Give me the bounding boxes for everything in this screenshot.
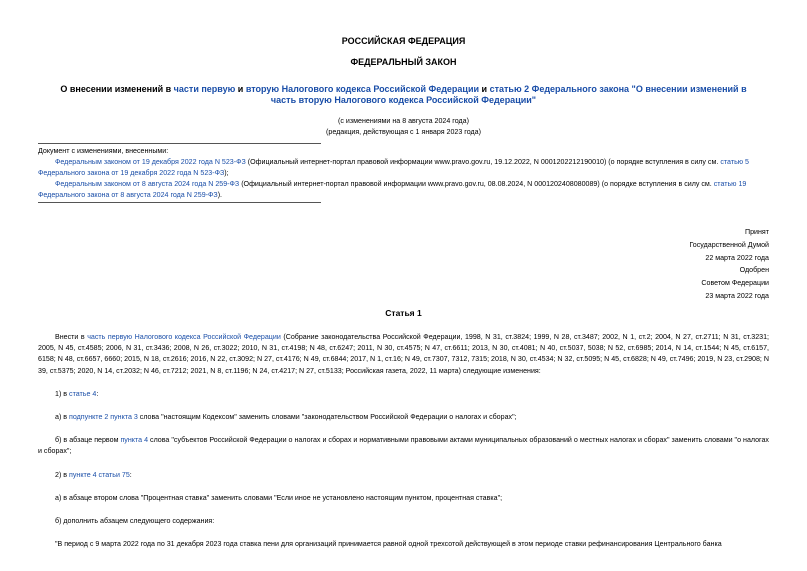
divider-top <box>38 143 321 144</box>
adopted-label: Принят <box>744 228 769 236</box>
divider-bottom <box>38 202 321 203</box>
para-text: слова "субъектов Российской Федерации о налогах и сборах и нормативными правовыми актами муниципальных образований о местных налогах и сборах" заменить словами "о налогах и сборах"; <box>38 436 769 456</box>
title-link-part2[interactable]: вторую Налогового кодекса Российской Федерации <box>245 84 480 94</box>
article-paragraph: а) в абзаце втором слова "Процентная ставка" заменить словами "Если иное не установлено настоящим пунктом, процентная ставка"; <box>55 493 503 502</box>
change-item-1 <box>38 157 771 179</box>
change-item-1-link2[interactable]: статью 5 Федерального закона от 19 декабря 2022 года N 523-ФЗ <box>38 158 749 177</box>
article-paragraph <box>38 332 769 377</box>
para-text: : <box>96 389 99 398</box>
para-text: 1) в <box>55 389 70 398</box>
title-text: О внесении изменений в <box>60 84 174 94</box>
adoption-block <box>569 226 769 303</box>
para-text: 2) в <box>55 470 70 479</box>
approved-date: 23 марта 2022 года <box>705 291 769 300</box>
changes-block <box>38 146 771 201</box>
changes-heading: Документ с изменениями, внесенными: <box>38 147 169 155</box>
edition-note-2: (редакция, действующая с 1 января 2023 года) <box>326 128 481 136</box>
article-paragraph <box>38 412 769 423</box>
title-link-article2[interactable]: статью 2 Федерального закона "О внесении изменений в часть вторую Налогового кодекса Российской Федерации" <box>270 84 747 105</box>
article-paragraph <box>38 435 769 457</box>
law-title <box>50 84 757 106</box>
edition-note-1: (с изменениями на 8 августа 2024 года) <box>338 117 469 125</box>
tax-code-part1-link[interactable]: часть первую Налогового кодекса Российской Федерации <box>87 333 281 341</box>
article-paragraph: б) дополнить абзацем следующего содержания: <box>55 517 215 526</box>
article-title: Статья 1 <box>385 308 422 318</box>
para-text: слова "настоящим Кодексом" заменить словами "законодательством Российской Федерации о налогах и сборах"; <box>137 413 517 422</box>
subclause-2-clause-3-link[interactable]: подпункте 2 пункта 3 <box>69 413 138 422</box>
article-4-link[interactable]: статье 4 <box>69 389 97 398</box>
change-item-2 <box>38 179 771 201</box>
adopted-by: Государственной Думой <box>689 240 769 249</box>
para-text: Внести в <box>55 333 88 341</box>
change-item-1-text: (Официальный интернет-портал правовой информации www.pravo.gov.ru, 19.12.2022, N 0001202212190010) (о порядке вступления в силу см. <box>245 158 721 166</box>
clause-4-link[interactable]: пункта 4 <box>120 436 149 445</box>
para-text: б) в абзаце первом <box>55 436 121 445</box>
change-item-1-end: ); <box>224 169 229 177</box>
clause-4-article-75-link[interactable]: пункте 4 статьи 75 <box>69 470 130 479</box>
para-text: а) в <box>55 413 70 422</box>
change-item-2-end: ). <box>217 191 223 199</box>
article-paragraph: "В период с 9 марта 2022 года по 31 декабря 2023 года ставка пени для организаций принимается равной одной трехсотой действующей в этом периоде ставки рефинансирования Центрального банка <box>55 540 722 549</box>
para-text: : <box>129 470 132 479</box>
change-item-2-link[interactable]: Федеральным законом от 8 августа 2024 года N 259-ФЗ <box>55 180 240 188</box>
law-type-heading: ФЕДЕРАЛЬНЫЙ ЗАКОН <box>350 57 457 67</box>
adopted-date: 22 марта 2022 года <box>705 253 769 262</box>
title-link-part1[interactable]: части первую <box>173 84 236 94</box>
approved-by: Советом Федерации <box>701 279 769 288</box>
article-paragraph <box>38 470 769 481</box>
article-body <box>38 332 769 550</box>
title-text: и <box>235 84 246 94</box>
approved-label: Одобрен <box>739 266 769 275</box>
article-paragraph <box>38 389 769 400</box>
title-text: и <box>479 84 490 94</box>
country-heading: РОССИЙСКАЯ ФЕДЕРАЦИЯ <box>341 36 466 46</box>
change-item-2-text: (Официальный интернет-портал правовой информации www.pravo.gov.ru, 08.08.2024, N 0001202408080089) (о порядке вступления в силу см. <box>239 180 714 188</box>
change-item-2-link2[interactable]: статью 19 Федерального закона от 8 августа 2024 года N 259-ФЗ <box>38 180 747 199</box>
change-item-1-link[interactable]: Федеральным законом от 19 декабря 2022 года N 523-ФЗ <box>55 158 246 166</box>
para-text: (Собрание законодательства Российской Федерации, 1998, N 31, ст.3824; 1999, N 28, ст.3487; 2002, N 1, ст.2; 2004, N 27, ст.2711; N 31, ст.3231; 2005, N 45, ст.4585; 2006, N 31, ст.3436; 2008, N 26, ст.3022; 2010, N 31, ст.4198; N 48, ст.6247; 2011, N 30, ст.4575; N 47, ст.6611; 2013, N 30, ст.4081; N 40, ст.5037, 5038; N 52, ст.6985; 2014, N 14, ст.1544; N 45, ст.6157, 6158; N 48, ст.6657, 6660; 2015, N 18, ст.2616; 2016, N 22, ст.3092; N 27, ст.4176; N 49, ст.6844; 2017, N 1, ст.16; N 49, ст.7307, 7312, 7315; 2018, N 30, ст.4534; N 32, ст.5095; N 45, ст.6828; N 49, ст.7496; 2019, N 23, ст.2908; N 39, ст.5375; 2020, N 14, ст.2032; N 46, ст.7212; 2021, N 8, ст.1196; N 24, ст.4217; N 27, ст.5133; Российская газета, 2022, 11 марта) следующие изменения: <box>38 333 769 375</box>
